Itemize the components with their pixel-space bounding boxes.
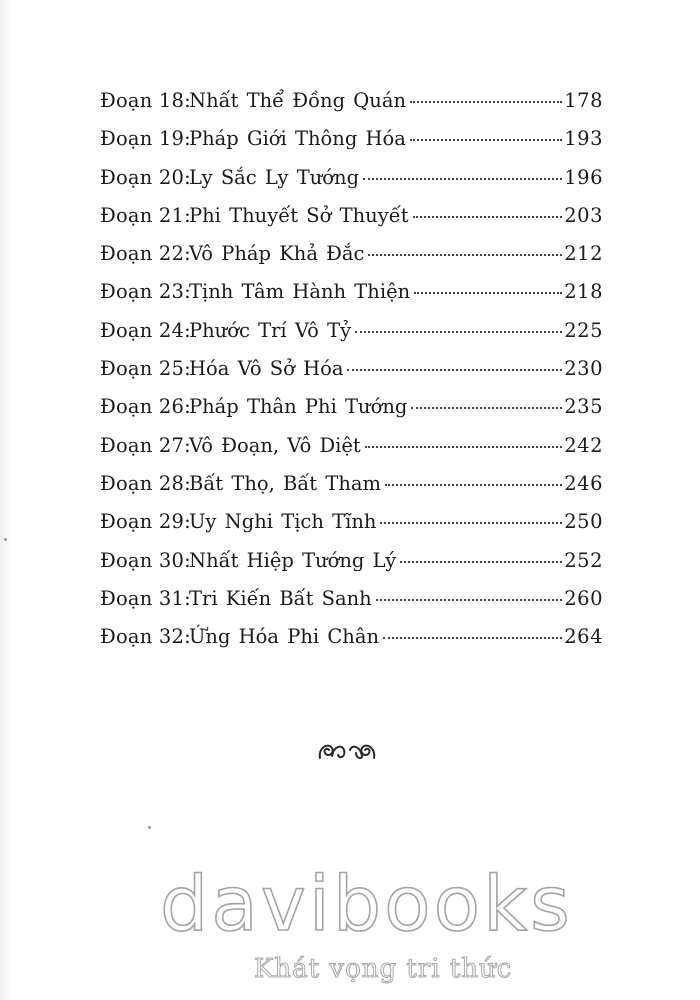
toc-entry-label: Đoạn 23: — [100, 280, 191, 304]
toc-entry-label: Đoạn 25: — [100, 357, 191, 381]
toc-entry-page: 252 — [564, 548, 603, 572]
toc-dot-leader — [413, 216, 563, 218]
toc-entry-title: Hóa Vô Sở Hóa — [189, 357, 344, 381]
toc-entry-title: Uy Nghi Tịch Tĩnh — [189, 510, 377, 534]
toc-entry-title: Pháp Giới Thông Hóa — [189, 127, 406, 151]
toc-entry-page: 196 — [564, 165, 603, 189]
toc-entry-title: Phi Thuyết Sở Thuyết — [189, 203, 409, 227]
toc-entry — [100, 239, 603, 277]
watermark-tagline: Khát vọng tri thức — [254, 954, 513, 984]
toc-entry-label: Đoạn 30: — [100, 548, 191, 572]
toc-entry-page: 225 — [564, 318, 603, 342]
section-break-flourish-icon — [316, 738, 378, 764]
toc-entry-page: 250 — [564, 510, 603, 534]
toc-entry — [100, 316, 603, 354]
toc-dot-leader — [414, 292, 562, 294]
table-of-contents — [100, 86, 603, 660]
toc-entry — [100, 507, 603, 545]
toc-entry-page: 235 — [564, 395, 603, 419]
toc-entry-label: Đoạn 28: — [100, 471, 191, 495]
toc-entry-title: Nhất Thể Đồng Quán — [189, 89, 407, 112]
watermark-brand: davibooks — [160, 859, 573, 948]
toc-entry-page: 260 — [564, 586, 603, 610]
toc-entry-title: Tịnh Tâm Hành Thiện — [189, 280, 411, 304]
toc-entry-page: 230 — [564, 357, 603, 381]
toc-entry-title: Ly Sắc Ly Tướng — [189, 165, 360, 189]
toc-dot-leader — [411, 407, 562, 409]
toc-entry-label: Đoạn 19: — [100, 127, 191, 151]
toc-entry — [100, 546, 603, 584]
toc-entry-label: Đoạn 24: — [100, 318, 191, 342]
toc-dot-leader — [347, 369, 562, 371]
toc-dot-leader — [383, 637, 562, 639]
toc-entry-page: 218 — [564, 280, 603, 304]
toc-entry-title: Pháp Thân Phi Tướng — [189, 395, 408, 419]
toc-entry — [100, 277, 603, 315]
toc-entry-label: Đoạn 29: — [100, 510, 191, 534]
toc-entry-page: 178 — [564, 89, 603, 112]
toc-entry-title: Vô Pháp Khả Đắc — [189, 242, 365, 266]
toc-entry — [100, 201, 603, 239]
toc-dot-leader — [410, 139, 562, 141]
toc-dot-leader — [355, 331, 562, 333]
toc-entry-title: Phước Trí Vô Tỷ — [189, 318, 352, 342]
toc-entry-title: Nhất Hiệp Tướng Lý — [189, 548, 397, 572]
print-speck — [148, 826, 151, 829]
watermark-logo — [140, 859, 573, 996]
toc-entry-page: 242 — [564, 433, 603, 457]
toc-entry-page: 264 — [564, 625, 603, 649]
toc-entry-label: Đoạn 31: — [100, 586, 191, 610]
toc-entry-title: Bất Thọ, Bất Tham — [189, 471, 382, 495]
toc-entry — [100, 392, 603, 430]
toc-entry-title: Ứng Hóa Phi Chân — [189, 625, 380, 649]
toc-dot-leader — [380, 522, 562, 524]
toc-entry — [100, 431, 603, 469]
toc-entry-label: Đoạn 20: — [100, 165, 191, 189]
toc-entry — [100, 584, 603, 622]
toc-dot-leader — [368, 254, 562, 256]
toc-entry-page: 246 — [564, 471, 603, 495]
toc-dot-leader — [363, 178, 562, 180]
toc-entry-label: Đoạn 26: — [100, 395, 191, 419]
toc-entry — [100, 86, 603, 124]
toc-entry-page: 212 — [564, 242, 603, 266]
toc-entry-label: Đoạn 32: — [100, 625, 191, 649]
toc-dot-leader — [376, 599, 563, 601]
toc-entry-label: Đoạn 18: — [100, 89, 191, 112]
toc-dot-leader — [400, 561, 562, 563]
toc-entry-page: 203 — [564, 203, 603, 227]
toc-entry-title: Vô Đoạn, Vô Diệt — [189, 433, 361, 457]
toc-dot-leader — [385, 484, 562, 486]
toc-entry — [100, 124, 603, 162]
page-edge — [0, 0, 12, 1000]
print-speck — [4, 538, 7, 541]
toc-entry — [100, 354, 603, 392]
toc-dot-leader — [410, 101, 562, 103]
toc-entry — [100, 163, 603, 201]
toc-entry-label: Đoạn 21: — [100, 203, 191, 227]
toc-entry-label: Đoạn 22: — [100, 242, 191, 266]
toc-entry-page: 193 — [564, 127, 603, 151]
toc-entry-label: Đoạn 27: — [100, 433, 191, 457]
toc-dot-leader — [365, 446, 562, 448]
toc-entry — [100, 622, 603, 660]
toc-entry-title: Tri Kiến Bất Sanh — [189, 586, 372, 610]
toc-entry — [100, 469, 603, 507]
